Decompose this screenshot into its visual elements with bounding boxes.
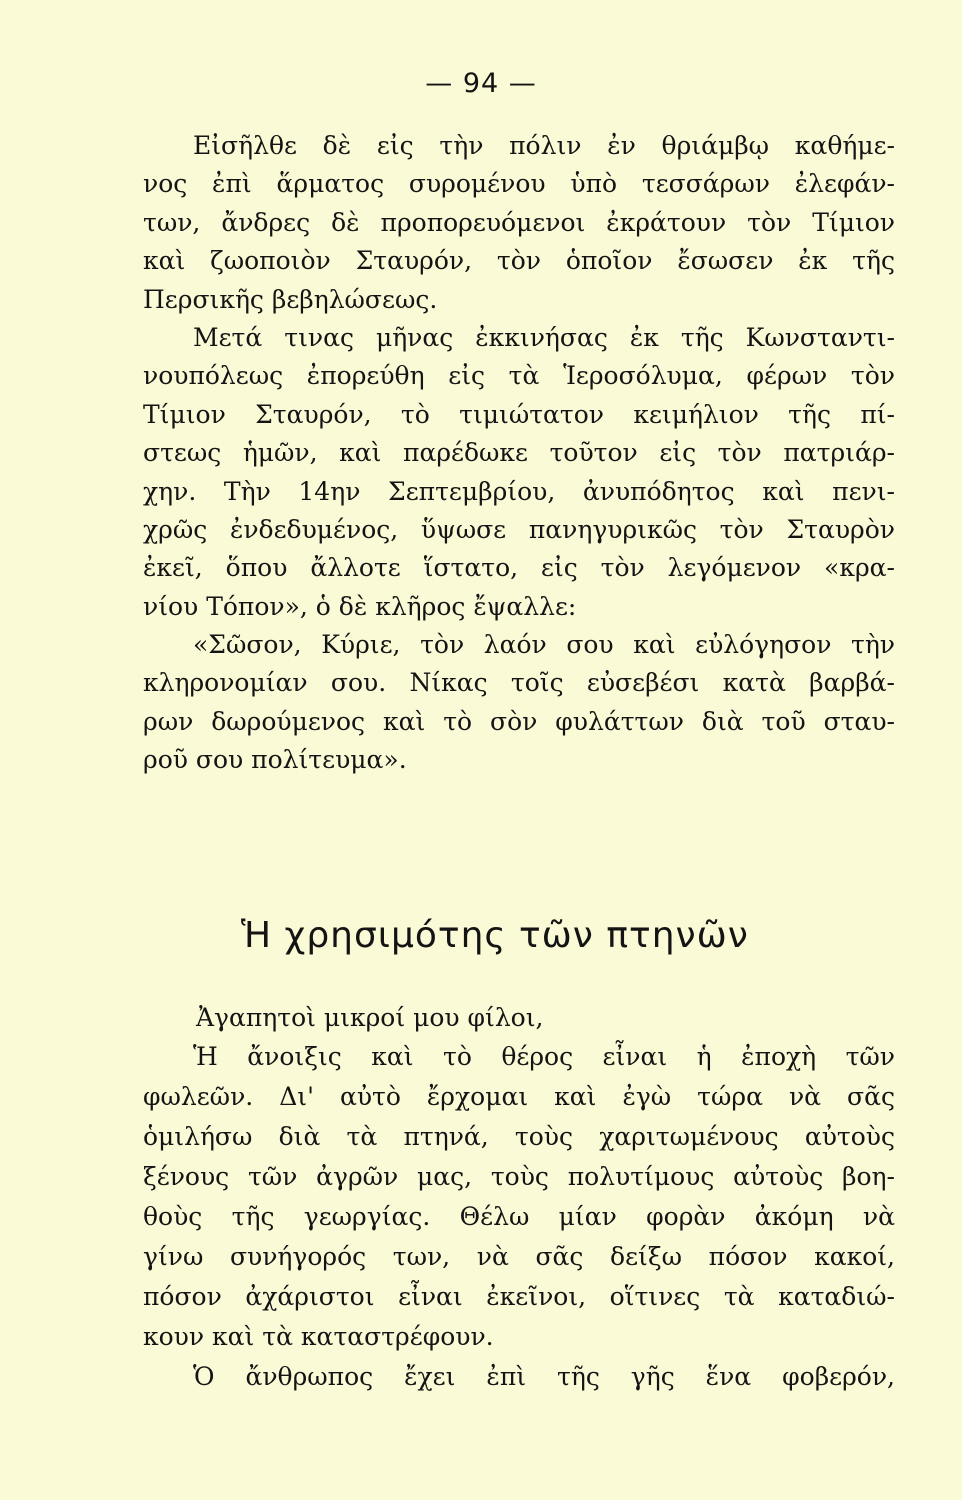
text-line: γίνω συνήγορός των, νὰ σᾶς δείξω πόσον κακοί, xyxy=(143,1242,895,1271)
greeting-line: Ἀγαπητοὶ μικροί μου φίλοι, xyxy=(196,1003,544,1032)
text-line: Τίμιον Σταυρόν, τὸ τιμιώτατον κειμήλιον τῆς πί- xyxy=(143,399,895,429)
text-line: χρῶς ἐνδεδυμένος, ὕψωσε πανηγυρικῶς τὸν Σταυρὸν xyxy=(143,514,895,544)
text-line: κληρονομίαν σου. Νίκας τοῖς εὐσεβέσι κατὰ βαρβά- xyxy=(143,668,895,698)
text-line: χην. Τὴν 14ην Σεπτεμβρίου, ἀνυπόδητος καὶ πενι- xyxy=(143,476,895,506)
text-line: νος ἐπὶ ἅρματος συρομένου ὑπὸ τεσσάρων ἐλεφάν- xyxy=(143,169,895,199)
text-line: ὁμιλήσω διὰ τὰ πτηνά, τοὺς χαριτωμένους αὐτοὺς xyxy=(143,1122,895,1151)
text-line: στεως ἡμῶν, καὶ παρέδωκε τοῦτον εἰς τὸν πατριάρ- xyxy=(143,438,895,468)
text-line: Εἰσῆλθε δὲ εἰς τὴν πόλιν ἐν θριάμβῳ καθήμε- xyxy=(193,131,895,160)
page-number: — 94 — xyxy=(425,68,537,99)
text-line: θοὺς τῆς γεωργίας. Θέλω μίαν φορὰν ἀκόμη νὰ xyxy=(143,1202,895,1231)
text-line: των, ἄνδρες δὲ προπορευόμενοι ἐκράτουν τὸν Τίμιον xyxy=(143,207,895,237)
text-line: Ὁ ἄνθρωπος ἔχει ἐπὶ τῆς γῆς ἕνα φοβερόν, xyxy=(193,1362,895,1391)
body-text-section-2 xyxy=(143,1037,895,1397)
text-line: καὶ ζωοποιὸν Σταυρόν, τὸν ὁποῖον ἔσωσεν ἐκ τῆς xyxy=(143,246,895,276)
text-line: νουπόλεως ἐπορεύθη εἰς τὰ Ἱεροσόλυμα, φέρων τὸν xyxy=(143,361,895,391)
text-line: Ἡ ἄνοιξις καὶ τὸ θέρος εἶναι ἡ ἐποχὴ τῶν xyxy=(193,1042,895,1071)
text-line: «Σῶσον, Κύριε, τὸν λαόν σου καὶ εὐλόγησον τὴν xyxy=(193,630,895,660)
body-text-section-1 xyxy=(143,127,895,780)
text-line: Περσικῆς βεβηλώσεως. xyxy=(143,284,438,314)
text-line: ρων δωρούμενος καὶ τὸ σὸν φυλάττων διὰ τοῦ σταυ- xyxy=(143,706,895,736)
section-heading: Ἡ χρησιμότης τῶν πτηνῶν xyxy=(241,915,749,956)
text-line: ἐκεῖ, ὅπου ἄλλοτε ἵστατο, εἰς τὸν λεγόμενον «κρα- xyxy=(143,553,895,583)
text-line: φωλεῶν. Δι' αὐτὸ ἔρχομαι καὶ ἐγὼ τώρα νὰ σᾶς xyxy=(143,1082,895,1111)
text-line: ξένους τῶν ἀγρῶν μας, τοὺς πολυτίμους αὐτοὺς βοη- xyxy=(143,1162,895,1191)
text-line: ροῦ σου πολίτευμα». xyxy=(143,745,407,775)
text-line: πόσον ἀχάριστοι εἶναι ἐκεῖνοι, οἵτινες τὰ καταδιώ- xyxy=(143,1282,895,1311)
text-line: νίου Τόπον», ὁ δὲ κλῆρος ἔψαλλε: xyxy=(143,591,577,621)
text-line: κουν καὶ τὰ καταστρέφουν. xyxy=(143,1322,494,1351)
text-line: Μετά τινας μῆνας ἐκκινήσας ἐκ τῆς Κωνσταντι- xyxy=(193,322,895,352)
